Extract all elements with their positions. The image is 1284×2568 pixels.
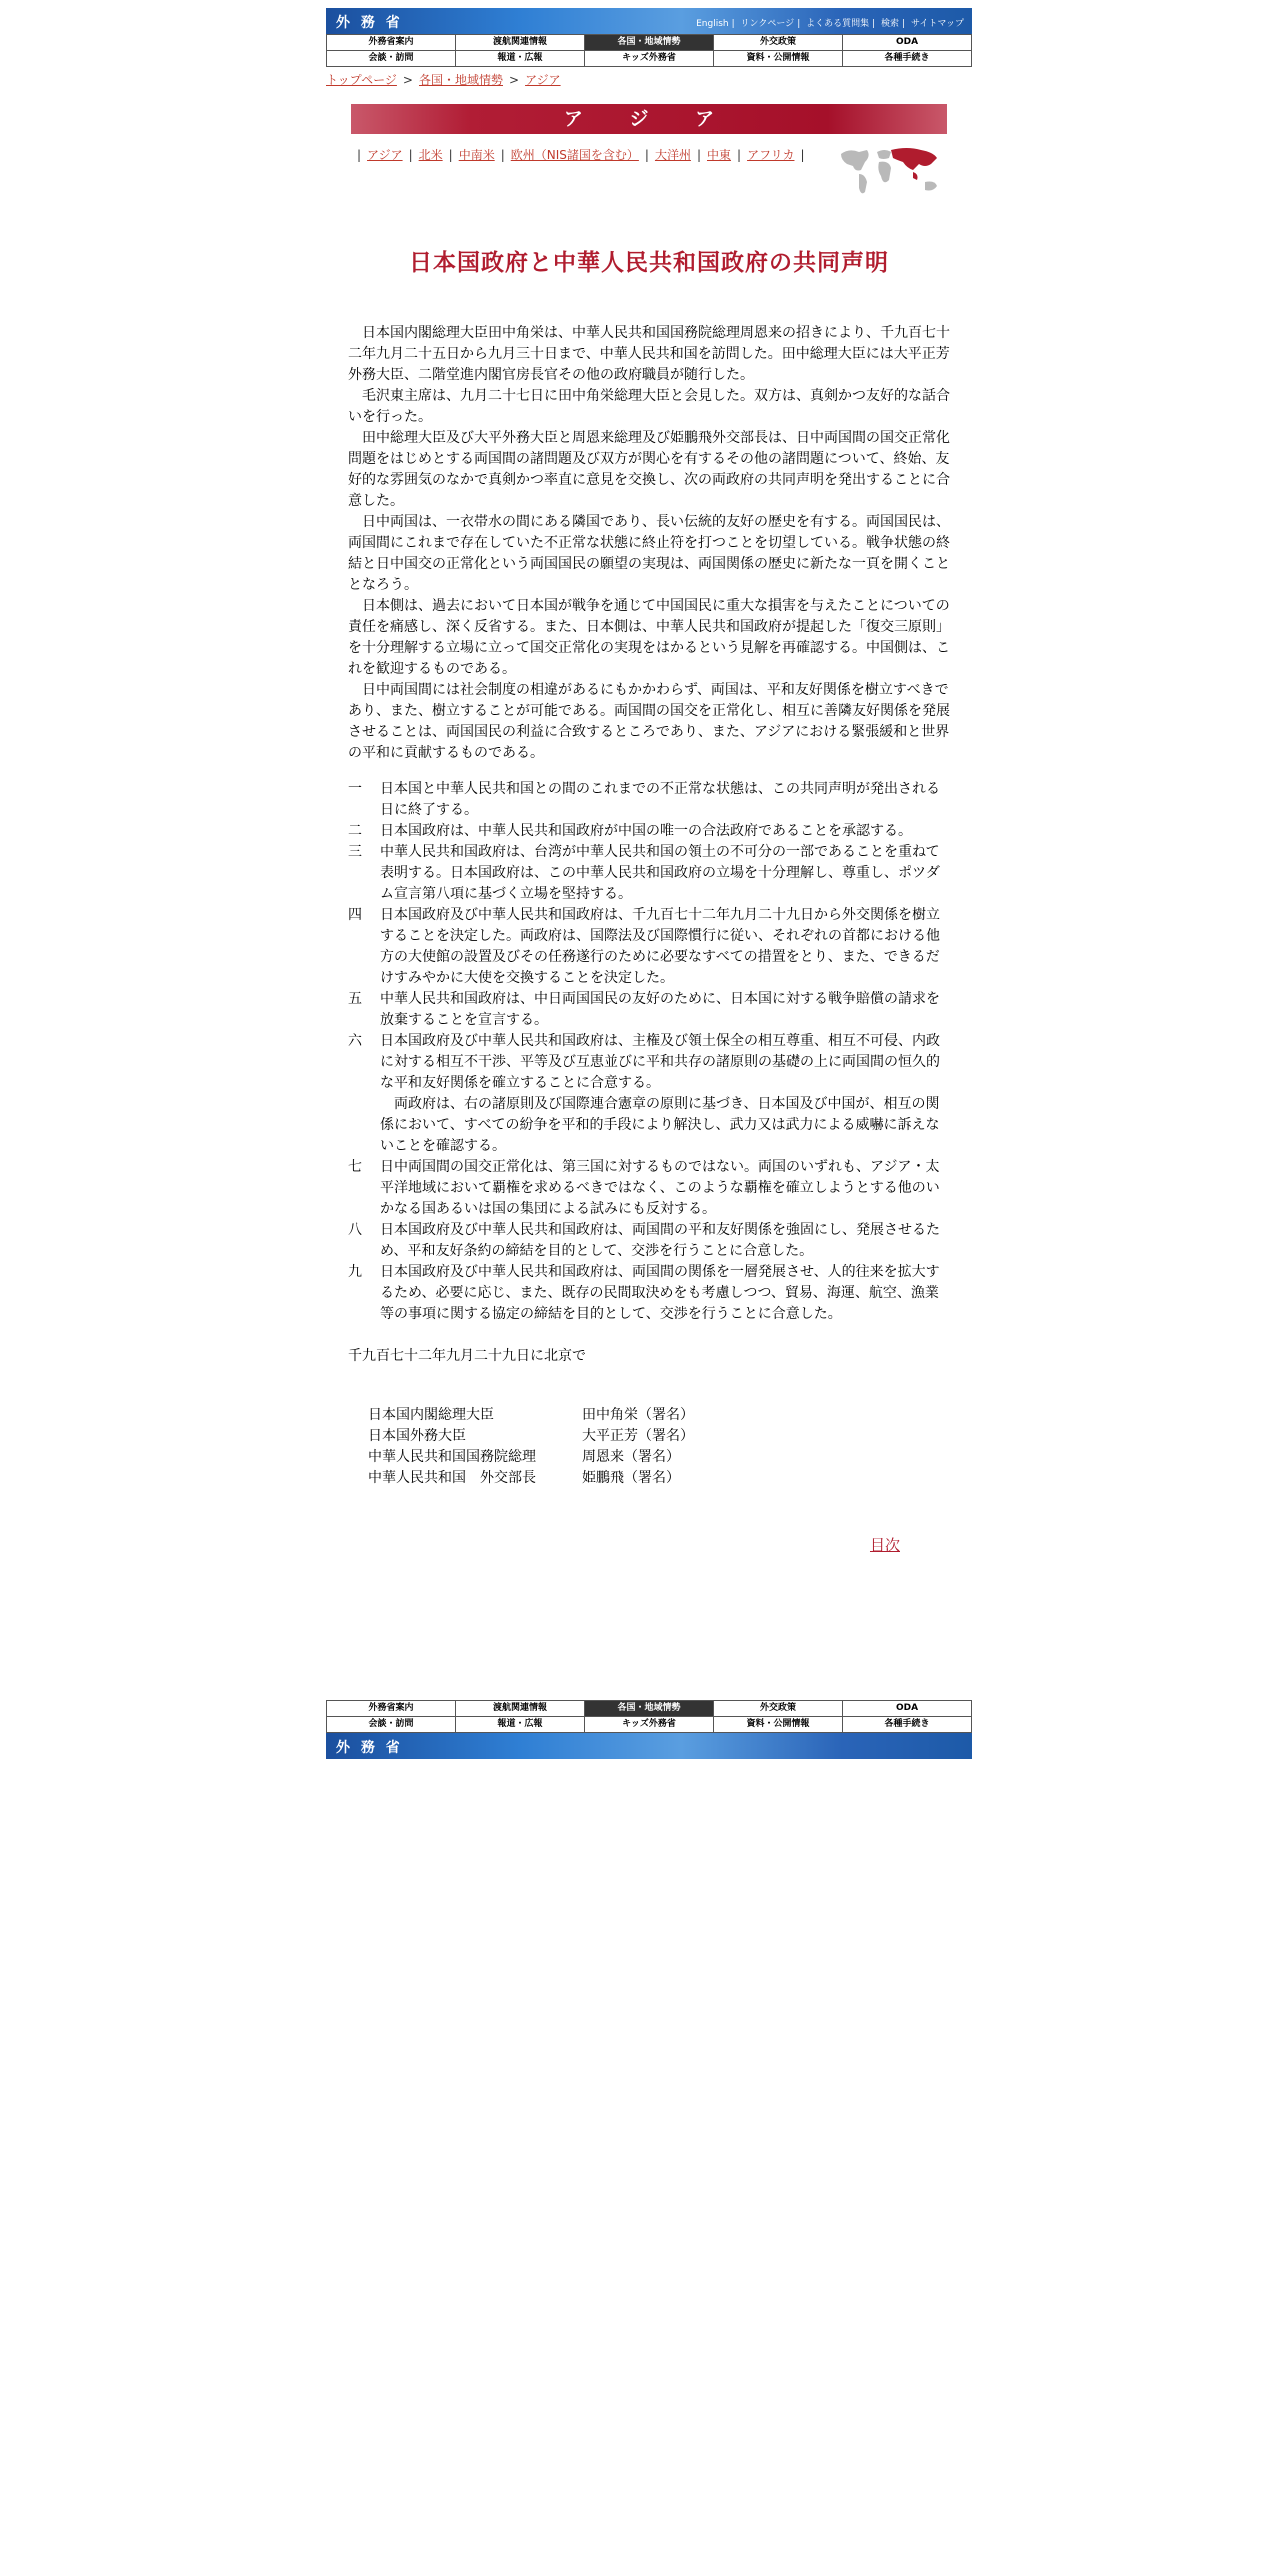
top-link-faq[interactable]: よくある質問集 bbox=[806, 19, 870, 29]
paragraph: 日本側は、過去において日本国が戦争を通じて中国国民に重大な損害を与えたことについての責任を痛感し、深く反省する。また、日本側は、中華人民共和国政府が提起した「復交三原則」を十分理解する立場に立って国交正常化の実現をはかるという見解を再確認する。中国側は、これを歓迎するものである。 bbox=[348, 598, 950, 677]
top-link-links[interactable]: リンクページ bbox=[740, 19, 795, 29]
region-link-europe[interactable]: 欧州（NIS諸国を含む） bbox=[510, 148, 639, 162]
article-text: 日本国政府及び中華人民共和国政府は、主権及び領土保全の相互尊重、相互不可侵、内政に対する相互不干渉、平等及び互恵並びに平和共存の諸原則の基礎の上に両国間の恒久的な平和友好関係を確立することに合意する。 bbox=[380, 1033, 940, 1091]
article-text: 日中両国間の国交正常化は、第三国に対するものではない。両国のいずれも、アジア・太平洋地域において覇権を求めるべきではなく、このような覇権を確立しようとする他のいかなる国あるいは国の集団による試みにも反対する。 bbox=[380, 1159, 940, 1217]
signature-row bbox=[368, 1405, 950, 1426]
nav-meetings[interactable]: 会談・訪問 bbox=[327, 51, 456, 67]
region-link-north-america[interactable]: 北米 bbox=[418, 148, 443, 162]
breadcrumb-separator: > bbox=[402, 73, 413, 87]
footer-nav-meetings[interactable]: 会談・訪問 bbox=[327, 1717, 456, 1733]
signature-row bbox=[368, 1426, 950, 1447]
signatory-role: 日本国内閣総理大臣 bbox=[368, 1407, 494, 1423]
article-item bbox=[348, 821, 950, 842]
document-body bbox=[348, 323, 950, 1556]
signatory-name: 大平正芳（署名） bbox=[582, 1428, 694, 1444]
nav-policy[interactable]: 外交政策 bbox=[714, 35, 843, 51]
article-text: 中華人民共和国政府は、台湾が中華人民共和国の領土の不可分の一部であることを重ねて表明する。日本国政府は、この中華人民共和国政府の立場を十分理解し、尊重し、ポツダム宣言第八項に基づく立場を堅持する。 bbox=[380, 844, 940, 902]
world-map-icon bbox=[837, 144, 947, 198]
top-links bbox=[696, 16, 964, 29]
top-link-search[interactable]: 検索 bbox=[881, 19, 900, 29]
nav-press[interactable]: 報道・広報 bbox=[456, 51, 585, 67]
region-link-africa[interactable]: アフリカ bbox=[747, 148, 795, 162]
table-of-contents-link[interactable]: 目次 bbox=[869, 1536, 900, 1554]
nav-about[interactable]: 外務省案内 bbox=[327, 35, 456, 51]
article-text: 日本国政府は、中華人民共和国政府が中国の唯一の合法政府であることを承認する。 bbox=[380, 823, 912, 839]
region-link-middle-east[interactable]: 中東 bbox=[707, 148, 732, 162]
region-link-latin-america[interactable]: 中南米 bbox=[458, 148, 495, 162]
article-text: 日本国政府及び中華人民共和国政府は、千九百七十二年九月二十九日から外交関係を樹立することを決定した。両政府は、国際法及び国際慣行に従い、それぞれの首都における他方の大使館の設置及びその任務遂行のために必要なすべての措置をとり、また、できるだけすみやかに大使を交換することを決定した。 bbox=[380, 907, 940, 986]
separator: | bbox=[902, 19, 906, 29]
article-number: 二 bbox=[348, 823, 362, 839]
separator: | bbox=[448, 148, 453, 162]
article-list bbox=[348, 779, 950, 1325]
nav-kids[interactable]: キッズ外務省 bbox=[585, 51, 714, 67]
footer-banner bbox=[326, 1733, 972, 1759]
footer-nav-kids[interactable]: キッズ外務省 bbox=[585, 1717, 714, 1733]
paragraph: 日本国内閣総理大臣田中角栄は、中華人民共和国国務院総理周恩来の招きにより、千九百七十二年九月二十五日から九月三十日まで、中華人民共和国を訪問した。田中総理大臣には大平正芳外務大臣、二階堂進内閣官房長官その他の政府職員が随行した。 bbox=[348, 325, 950, 383]
article-item bbox=[348, 842, 950, 905]
separator: | bbox=[797, 19, 801, 29]
article-item bbox=[348, 989, 950, 1031]
footer-nav-regions[interactable]: 各国・地域情勢 bbox=[585, 1701, 714, 1717]
article-number: 五 bbox=[348, 991, 362, 1007]
breadcrumb-asia[interactable]: アジア bbox=[525, 73, 561, 87]
region-link-list bbox=[351, 144, 821, 166]
footer-logo[interactable]: 外 務 省 bbox=[336, 1740, 403, 1756]
signing-date: 千九百七十二年九月二十九日に北京で bbox=[348, 1348, 586, 1364]
signature-row bbox=[368, 1468, 950, 1489]
breadcrumb-top[interactable]: トップページ bbox=[326, 73, 397, 87]
article-item bbox=[348, 1157, 950, 1220]
article-item bbox=[348, 779, 950, 821]
top-link-english[interactable]: English bbox=[696, 19, 729, 29]
separator: | bbox=[872, 19, 876, 29]
article-item bbox=[348, 1262, 950, 1325]
article-item bbox=[348, 905, 950, 989]
article-item bbox=[348, 1031, 950, 1157]
breadcrumb-regions[interactable]: 各国・地域情勢 bbox=[418, 73, 503, 87]
separator: | bbox=[357, 148, 362, 162]
signature-block bbox=[368, 1405, 950, 1489]
article-text: 中華人民共和国政府は、中日両国国民の友好のために、日本国に対する戦争賠償の請求を放棄することを宣言する。 bbox=[380, 991, 940, 1028]
footer-nav-travel[interactable]: 渡航関連情報 bbox=[456, 1701, 585, 1717]
signatory-name: 田中角栄（署名） bbox=[582, 1407, 694, 1423]
article-number: 九 bbox=[348, 1264, 362, 1280]
article-subtext: 両政府は、右の諸原則及び国際連合憲章の原則に基づき、日本国及び中国が、相互の関係において、すべての紛争を平和的手段により解決し、武力又は武力による威嚇に訴えないことを確認する。 bbox=[380, 1096, 940, 1154]
region-title-bar: ア ジ ア bbox=[351, 104, 947, 134]
signatory-role: 中華人民共和国国務院総理 bbox=[368, 1449, 536, 1465]
nav-travel[interactable]: 渡航関連情報 bbox=[456, 35, 585, 51]
footer-nav-oda[interactable]: ODA bbox=[843, 1701, 972, 1717]
separator: | bbox=[408, 148, 413, 162]
article-number: 三 bbox=[348, 844, 362, 860]
signatory-role: 日本国外務大臣 bbox=[368, 1428, 466, 1444]
article-text-block bbox=[380, 1031, 950, 1157]
footer bbox=[326, 1700, 972, 1759]
article-number: 四 bbox=[348, 907, 362, 923]
footer-nav-documents[interactable]: 資料・公開情報 bbox=[714, 1717, 843, 1733]
footer-nav-procedures[interactable]: 各種手続き bbox=[843, 1717, 972, 1733]
nav-procedures[interactable]: 各種手続き bbox=[843, 51, 972, 67]
article-number: 八 bbox=[348, 1222, 362, 1238]
article-number: 七 bbox=[348, 1159, 362, 1175]
article-text: 日本国政府及び中華人民共和国政府は、両国間の関係を一層発展させ、人的往来を拡大するため、必要に応じ、また、既存の民間取決めをも考慮しつつ、貿易、海運、航空、漁業等の事項に関する協定の締結を目的として、交渉を行うことに合意した。 bbox=[380, 1264, 940, 1322]
main-nav bbox=[326, 34, 972, 67]
region-links bbox=[351, 144, 947, 200]
signatory-name: 周恩来（署名） bbox=[582, 1449, 680, 1465]
separator: | bbox=[737, 148, 742, 162]
breadcrumb-separator: > bbox=[509, 73, 520, 87]
footer-nav-press[interactable]: 報道・広報 bbox=[456, 1717, 585, 1733]
nav-regions[interactable]: 各国・地域情勢 bbox=[585, 35, 714, 51]
article-number: 六 bbox=[348, 1033, 362, 1049]
footer-nav-about[interactable]: 外務省案内 bbox=[327, 1701, 456, 1717]
site-logo[interactable]: 外 務 省 bbox=[336, 15, 403, 31]
article-item bbox=[348, 1220, 950, 1262]
article-text: 日本国政府及び中華人民共和国政府は、両国間の平和友好関係を強固にし、発展させるため、平和友好条約の締結を目的として、交渉を行うことに合意した。 bbox=[380, 1222, 940, 1259]
separator: | bbox=[800, 148, 805, 162]
document-title: 日本国政府と中華人民共和国政府の共同声明 bbox=[409, 249, 889, 276]
separator: | bbox=[731, 19, 735, 29]
paragraph: 田中総理大臣及び大平外務大臣と周恩来総理及び姫鵬飛外交部長は、日中両国間の国交正常化問題をはじめとする両国間の諸問題及び双方が関心を有するその他の諸問題について、終始、友好的な雰囲気のなかで真剣かつ率直に意見を交換し、次の両政府の共同声明を発出することに合意した。 bbox=[348, 430, 950, 509]
signatory-name: 姫鵬飛（署名） bbox=[582, 1470, 680, 1486]
next-nav bbox=[348, 1535, 900, 1556]
signature-row bbox=[368, 1447, 950, 1468]
breadcrumb bbox=[326, 71, 972, 88]
separator: | bbox=[500, 148, 505, 162]
article-text: 日本国と中華人民共和国との間のこれまでの不正常な状態は、この共同声明が発出される日に終了する。 bbox=[380, 781, 940, 818]
header-banner bbox=[326, 8, 972, 34]
page-container bbox=[326, 8, 972, 1556]
footer-nav-policy[interactable]: 外交政策 bbox=[714, 1701, 843, 1717]
separator: | bbox=[696, 148, 701, 162]
top-link-sitemap[interactable]: サイトマップ bbox=[910, 19, 964, 29]
paragraph: 毛沢東主席は、九月二十七日に田中角栄総理大臣と会見した。双方は、真剣かつ友好的な話合いを行った。 bbox=[348, 388, 950, 425]
region-link-oceania[interactable]: 大洋州 bbox=[654, 148, 691, 162]
separator: | bbox=[644, 148, 649, 162]
paragraph: 日中両国間には社会制度の相違があるにもかかわらず、両国は、平和友好関係を樹立すべきであり、また、樹立することが可能である。両国間の国交を正常化し、相互に善隣友好関係を発展させることは、両国国民の利益に合致するところであり、また、アジアにおける緊張緩和と世界の平和に貢献するものである。 bbox=[348, 682, 950, 761]
nav-documents[interactable]: 資料・公開情報 bbox=[714, 51, 843, 67]
footer-nav bbox=[326, 1700, 972, 1733]
signatory-role: 中華人民共和国 外交部長 bbox=[368, 1470, 536, 1486]
nav-oda[interactable]: ODA bbox=[843, 35, 972, 51]
region-link-asia[interactable]: アジア bbox=[367, 148, 403, 162]
paragraph: 日中両国は、一衣帯水の間にある隣国であり、長い伝統的友好の歴史を有する。両国国民は、両国間にこれまで存在していた不正常な状態に終止符を打つことを切望している。戦争状態の終結と日中国交の正常化という両国国民の願望の実現は、両国関係の歴史に新たな一頁を開くこととなろう。 bbox=[348, 514, 950, 593]
article-number: 一 bbox=[348, 781, 362, 797]
